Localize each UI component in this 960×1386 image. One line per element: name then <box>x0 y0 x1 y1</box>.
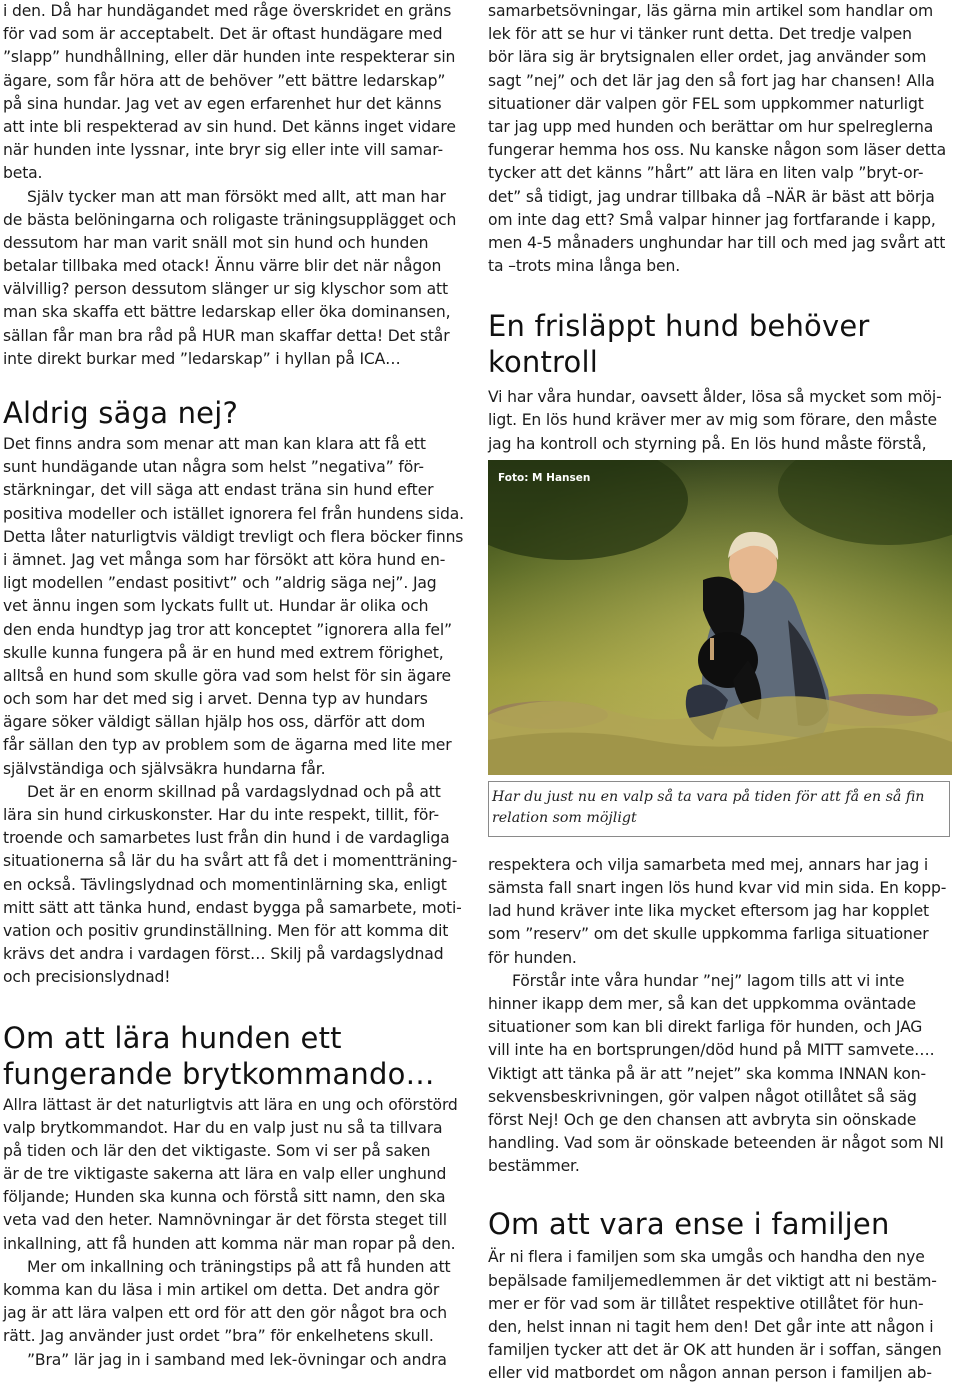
text-line: tycker att det känns ”hårt” att lära en liten valp ”bryt-or- <box>488 164 924 183</box>
text-line: sällan får man bra råd på HUR man skaffar detta! Det står <box>3 326 450 345</box>
text-line: den, helst innan ni tagit hem den! Det går inte att någon i <box>488 1318 934 1336</box>
text-line: positiva modeller och istället ignorera fel från hundens sida. <box>3 504 464 523</box>
text-line: Detta låter naturligtvis väldigt trevligt och flera böcker finns <box>3 527 464 546</box>
text-line: stärkningar, det vill säga att endast träna sin hund efter <box>3 481 434 500</box>
paragraph-forstar-inte <box>488 970 954 1179</box>
text-line: veta vad den heter. Namnövningar är det första steget till <box>3 1211 447 1230</box>
heading-line: fungerande brytkommando… <box>3 1056 435 1091</box>
text-line: Det är en enorm skillnad på vardagslydnad och på att <box>27 782 441 801</box>
section-brytkommando <box>3 1094 466 1256</box>
text-line: mitt sätt att tänka hund, endast bygga på samarbete, moti- <box>3 898 462 917</box>
text-line: vation och positiv grundinställning. Men för att komma dit <box>3 921 449 940</box>
text-line: självständiga och självsäkra hundarna får. <box>3 759 326 778</box>
text-line: välvillig? person dessutom slänger ur sig klyschor som att <box>3 280 448 299</box>
heading-brytkommando <box>3 1020 466 1092</box>
text-line: bepälsade familjemedlemmen är det viktigt att ni bestäm- <box>488 1271 937 1290</box>
text-line: är de tre viktigaste sakerna att lära en valp eller unghund <box>3 1165 447 1184</box>
text-line: sunt hundägande utan några som helst ”negativa” för- <box>3 458 424 477</box>
text-line: betalar tillbaka med otack! Ännu värre blir det när någon <box>3 257 442 276</box>
text-line: dessutom har man varit snäll mot sin hund och hunden <box>3 233 429 252</box>
text-line: följande; Hunden ska kunna och förstå sitt namn, den ska <box>3 1188 446 1207</box>
text-line: för hunden. <box>488 948 577 967</box>
paragraph-vardagslydnad <box>3 781 466 990</box>
section-ense-i-familjen <box>488 1246 954 1385</box>
text-line: ”Bra” lär jag in i samband med lek-övningar och andra <box>27 1350 447 1369</box>
heading-aldrig-saga-nej: Aldrig säga nej? <box>3 396 239 430</box>
text-line: lära sin hund cirkuskonster. Har du inte respekt, tillit, för- <box>3 806 439 824</box>
text-line: valp brytkommandot. Har du en valp just nu så ta tillvara <box>3 1118 443 1137</box>
text-line: men 4-5 månaders unghundar har till och med jag svårt att <box>488 233 946 252</box>
text-line: krävs det andra i vardagen först… Skilj på vardagslydnad <box>3 945 444 964</box>
text-line: bör lära sig är brytsignalen eller ordet, jag använder som <box>488 48 927 67</box>
text-line: situationerna så lär du ha svårt att få det i momentträning- <box>3 852 458 871</box>
heading-line: kontroll <box>488 345 598 380</box>
paragraph-respektera <box>488 854 954 970</box>
text-line: sagt ”nej” och det lär jag den så fort jag har chansen! Alla <box>488 71 935 90</box>
text-line: Mer om inkallning och träningstips på att få hunden att <box>27 1257 451 1276</box>
photo-image <box>488 460 952 775</box>
paragraph-inkallning <box>3 1256 466 1372</box>
section-frislappt-hund <box>488 386 954 456</box>
right-column <box>488 0 954 1386</box>
text-line: komma kan du läsa i min artikel om detta. Det andra gör <box>3 1281 440 1299</box>
text-line: Själv tycker man att man försökt med allt, att man har <box>27 187 446 206</box>
text-line: att inte bli respekterad av sin hund. Det känns inget vidare <box>3 117 456 136</box>
photo-credit: Foto: M Hansen <box>498 471 591 484</box>
text-line: lek för att se hur vi tänker runt detta. Det tredje valpen <box>488 25 912 44</box>
photo-woman-kissing-puppy <box>488 460 952 775</box>
text-line: om inte dag ett? Små valpar hinner jag fortfarande i kapp, <box>488 210 936 229</box>
text-line: Är ni flera i familjen som ska umgås och handha den nye <box>488 1248 925 1267</box>
text-line: hinner ikapp dem mer, så kan det uppkomma oväntade <box>488 994 916 1013</box>
intro-paragraph <box>3 0 466 186</box>
text-line: fungerar hemma hos oss. Nu kanske någon som läser detta <box>488 141 947 160</box>
text-line: man ska skaffa ett bättre ledarskap eller öka dominansen, <box>3 303 451 322</box>
paragraph-samarbetsovningar <box>488 0 954 278</box>
text-line: först Nej! Och ge den chansen att avbryta sin oönskade <box>488 1110 917 1129</box>
text-line: handling. Vad som är oönskade beteenden är något som NI <box>488 1134 944 1153</box>
photo-caption <box>488 781 950 837</box>
text-line: lad hund kräver inte lika mycket eftersom jag har kopplet <box>488 902 929 921</box>
text-line: som ”reserv” om det skulle uppkomma farliga situationer <box>488 925 929 944</box>
heading-line: En frisläppt hund behöver <box>488 309 870 344</box>
text-line: samarbetsövningar, läs gärna min artikel som handlar om <box>488 2 934 20</box>
text-line: sämsta fall snart ingen lös hund kvar vid min sida. En kopp- <box>488 879 947 897</box>
text-line: rätt. Jag använder just ordet ”bra” för enkelhetens skull. <box>3 1327 434 1346</box>
heading-frislappt-hund <box>488 308 954 380</box>
text-line: situationer som kan bli direkt farliga för hunden, och JAG <box>488 1018 923 1037</box>
text-line: alltså en hund som skulle göra vad som helst för sin ägare <box>3 666 451 685</box>
text-line: på tiden och lär den det viktigaste. Som vi ser på saken <box>3 1141 431 1160</box>
caption-line: relation som möjligt <box>492 809 637 826</box>
text-line: tar jag upp med hunden och berättar om hur spelreglerna <box>488 117 934 136</box>
text-line: de bästa belöningarna och roligaste träningsupplägget och <box>3 210 457 229</box>
text-line: mer er för vad som är tillåtet respektive otillåtet för hun- <box>488 1294 924 1313</box>
text-line: ligt. En lös hund kräver mer av mig som förare, den måste <box>488 411 937 430</box>
text-line: den enda hundtyp jag tror att konceptet ”ignorera alla fel” <box>3 620 452 639</box>
text-line: respektera och vilja samarbeta med mej, annars har jag i <box>488 855 929 874</box>
text-line: i ämnet. Jag vet många som har försökt att köra hund en- <box>3 550 446 569</box>
heading-line: Om att lära hunden ett <box>3 1020 342 1055</box>
text-line: familjen tycker att det är OK att hunden är i soffan, sängen <box>488 1341 942 1360</box>
text-line: sekvensbeskrivningen, gör valpen något otillåtet så säg <box>488 1087 917 1106</box>
text-line: beta. <box>3 164 43 183</box>
heading-ense-i-familjen: Om att vara ense i familjen <box>488 1207 890 1242</box>
text-line: inte direkt burkar med ”ledarskap” i hyllan på ICA… <box>3 349 401 368</box>
text-line: ligt modellen ”endast positivt” och ”aldrig säga nej”. Jag <box>3 574 437 593</box>
text-line: ”slapp” hundhållning, eller där hunden inte respekterar sin <box>3 48 456 67</box>
text-line: ägare, som får höra att de behöver ”ett bättre ledarskap” <box>3 71 446 90</box>
text-line: Viktigt att tänka på är att ”nejet” ska komma INNAN kon- <box>488 1064 927 1083</box>
text-line: bestämmer. <box>488 1157 580 1176</box>
text-line: och precisionslydnad! <box>3 968 171 987</box>
text-line: det” så tidigt, jag undrar tillbaka då –NÄR är bäst att börja <box>488 187 935 206</box>
text-line: Det finns andra som menar att man kan klara att få ett <box>3 435 426 453</box>
text-line: och som har det med sig i arvet. Denna typ av hundars <box>3 690 428 709</box>
text-line: för vad som är acceptabelt. Det är oftast hundägare med <box>3 25 443 44</box>
section-aldrig-saga-nej <box>3 433 466 781</box>
caption-line: Har du just nu en valp så ta vara på tiden för att få en så fin <box>492 788 925 805</box>
text-line: inkallning, att få hunden att komma när man ropar på den. <box>3 1234 456 1253</box>
text-line: Allra lättast är det naturligtvis att lära en ung och oförstörd <box>3 1095 458 1114</box>
text-line: skulle kunna fungera på är en hund med extrem förighet, <box>3 643 444 662</box>
text-line: vet ännu ingen som lyckats fullt ut. Hundar är olika och <box>3 597 429 616</box>
text-line: situationer där valpen gör FEL som uppkommer naturligt <box>488 94 924 113</box>
text-line: troende och samarbetes lust från din hund i de vardagliga <box>3 829 450 848</box>
text-line: jag ha kontroll och styrning på. En lös hund måste förstå, <box>488 434 927 453</box>
paragraph-sjalv-tycker <box>3 186 466 372</box>
text-line: får sällan den typ av problem som de ägarna med lite mer <box>3 736 452 755</box>
left-column <box>3 0 466 1372</box>
text-line: Förstår inte våra hundar ”nej” lagom tills att vi inte <box>512 971 905 990</box>
text-line: eller vid matbordet om någon annan person i familjen ab- <box>488 1364 932 1383</box>
text-line: en också. Tävlingslydnad och momentinlärning ska, enligt <box>3 875 447 894</box>
text-line: vill inte ha en bortsprungen/död hund på MITT samvete…. <box>488 1041 935 1060</box>
text-line: på sina hundar. Jag vet av egen erfarenhet hur det känns <box>3 94 442 113</box>
text-line: jag är att lära valpen ett ord för att den gör något bra och <box>3 1304 448 1323</box>
text-line: ägare söker väldigt sällan hjälp hos oss, därför att dom <box>3 713 426 732</box>
text-line: ta –trots mina långa ben. <box>488 257 681 276</box>
text-line: när hunden inte lyssnar, inte bryr sig eller inte vill samar- <box>3 141 443 160</box>
text-line: i den. Då har hundägandet med råge överskridet en gräns <box>3 2 452 20</box>
text-line: Vi har våra hundar, oavsett ålder, lösa så mycket som möj- <box>488 388 942 407</box>
